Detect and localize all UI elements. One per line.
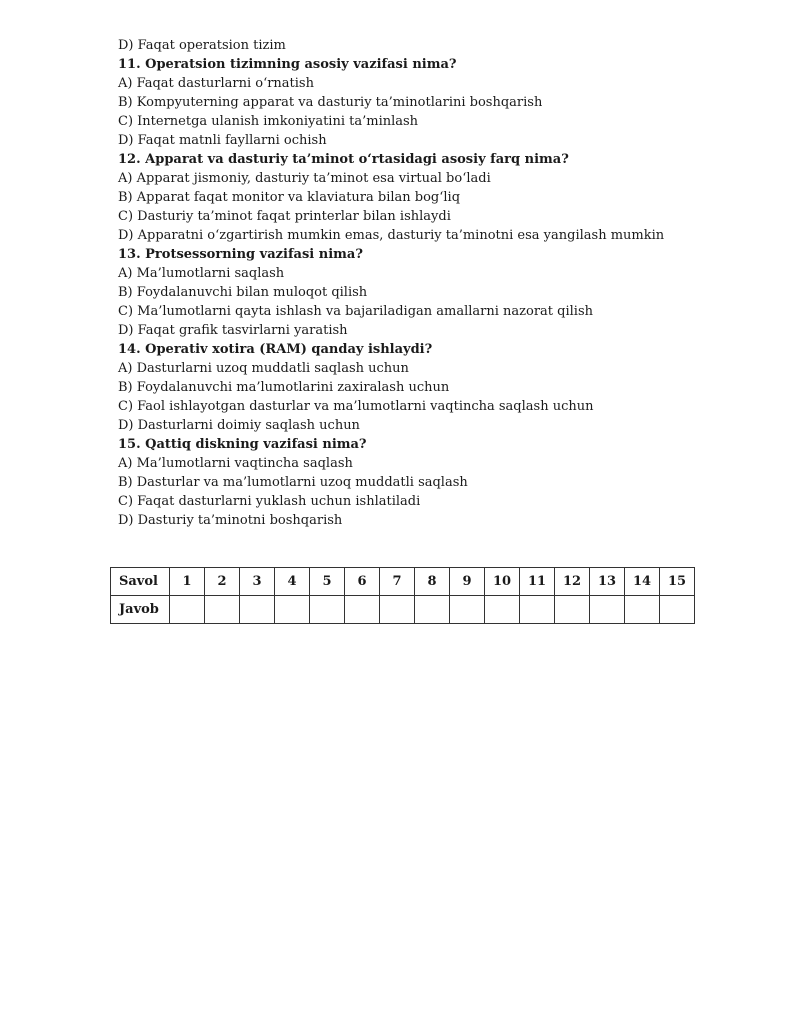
answer-option: B) Foydalanuvchi ma’lumotlarini zaxiralash uchun <box>118 380 450 395</box>
answer-table-answer-row <box>111 596 695 624</box>
answer-cell[interactable] <box>590 596 625 624</box>
answer-option: A) Ma’lumotlarni vaqtincha saqlash <box>118 456 353 471</box>
answer-option: B) Foydalanuvchi bilan muloqot qilish <box>118 285 368 300</box>
question-number-cell: 2 <box>205 568 240 596</box>
question-number-cell: 14 <box>625 568 660 596</box>
answer-cell[interactable] <box>170 596 205 624</box>
answer-option: C) Internetga ulanish imkoniyatini ta’minlash <box>118 114 419 129</box>
question-number-cell: 1 <box>170 568 205 596</box>
answer-option: A) Ma’lumotlarni saqlash <box>118 266 285 281</box>
answer-option: D) Dasturiy ta’minotni boshqarish <box>118 513 343 528</box>
question-number-cell: 13 <box>590 568 625 596</box>
question-heading: 15. Qattiq diskning vazifasi nima? <box>118 437 367 452</box>
question-heading: 13. Protsessorning vazifasi nima? <box>118 247 363 262</box>
answer-table <box>110 567 695 624</box>
answer-option: A) Apparat jismoniy, dasturiy ta’minot esa virtual bo‘ladi <box>118 171 491 186</box>
question-heading: 12. Apparat va dasturiy ta’minot o‘rtasidagi asosiy farq nima? <box>118 152 569 167</box>
answer-table-question-row <box>111 568 695 596</box>
question-number-cell: 10 <box>485 568 520 596</box>
answer-cell[interactable] <box>275 596 310 624</box>
answer-option: C) Ma’lumotlarni qayta ishlash va bajariladigan amallarni nazorat qilish <box>118 304 593 319</box>
answer-cell[interactable] <box>345 596 380 624</box>
answer-option: D) Dasturlarni doimiy saqlash uchun <box>118 418 360 433</box>
answer-option: D) Faqat matnli fayllarni ochish <box>118 133 327 148</box>
answer-option: A) Faqat dasturlarni o‘rnatish <box>118 76 314 91</box>
answer-cell[interactable] <box>310 596 345 624</box>
question-number-cell: 4 <box>275 568 310 596</box>
question-number-cell: 8 <box>415 568 450 596</box>
answer-cell[interactable] <box>485 596 520 624</box>
answer-option: C) Faol ishlayotgan dasturlar va ma’lumotlarni vaqtincha saqlash uchun <box>118 399 594 414</box>
answer-cell[interactable] <box>555 596 590 624</box>
question-number-cell: 7 <box>380 568 415 596</box>
answer-cell[interactable] <box>660 596 695 624</box>
answer-cell[interactable] <box>625 596 660 624</box>
question-number-cell: 9 <box>450 568 485 596</box>
question-heading: 11. Operatsion tizimning asosiy vazifasi nima? <box>118 57 457 72</box>
answer-option: A) Dasturlarni uzoq muddatli saqlash uchun <box>118 361 409 376</box>
answer-cell[interactable] <box>450 596 485 624</box>
answer-option: D) Apparatni o‘zgartirish mumkin emas, dasturiy ta’minotni esa yangilash mumkin <box>118 228 665 243</box>
quiz-content <box>118 36 718 530</box>
answer-option: B) Dasturlar va ma’lumotlarni uzoq muddatli saqlash <box>118 475 468 490</box>
question-number-cell: 15 <box>660 568 695 596</box>
question-number-cell: 3 <box>240 568 275 596</box>
question-number-cell: 12 <box>555 568 590 596</box>
answer-cell[interactable] <box>415 596 450 624</box>
answer-option: D) Faqat grafik tasvirlarni yaratish <box>118 323 348 338</box>
answer-option: C) Faqat dasturlarni yuklash uchun ishlatiladi <box>118 494 421 509</box>
answer-option: D) Faqat operatsion tizim <box>118 38 286 53</box>
answer-option: B) Apparat faqat monitor va klaviatura bilan bog‘liq <box>118 190 461 205</box>
savol-label: Savol <box>111 568 170 596</box>
answer-cell[interactable] <box>205 596 240 624</box>
answer-cell[interactable] <box>520 596 555 624</box>
answer-cell[interactable] <box>380 596 415 624</box>
javob-label: Javob <box>111 596 170 624</box>
answer-option: C) Dasturiy ta’minot faqat printerlar bilan ishlaydi <box>118 209 451 224</box>
question-heading: 14. Operativ xotira (RAM) qanday ishlaydi? <box>118 342 433 357</box>
question-number-cell: 5 <box>310 568 345 596</box>
answer-cell[interactable] <box>240 596 275 624</box>
answer-option: B) Kompyuterning apparat va dasturiy ta’minotlarini boshqarish <box>118 95 543 110</box>
question-number-cell: 6 <box>345 568 380 596</box>
question-number-cell: 11 <box>520 568 555 596</box>
